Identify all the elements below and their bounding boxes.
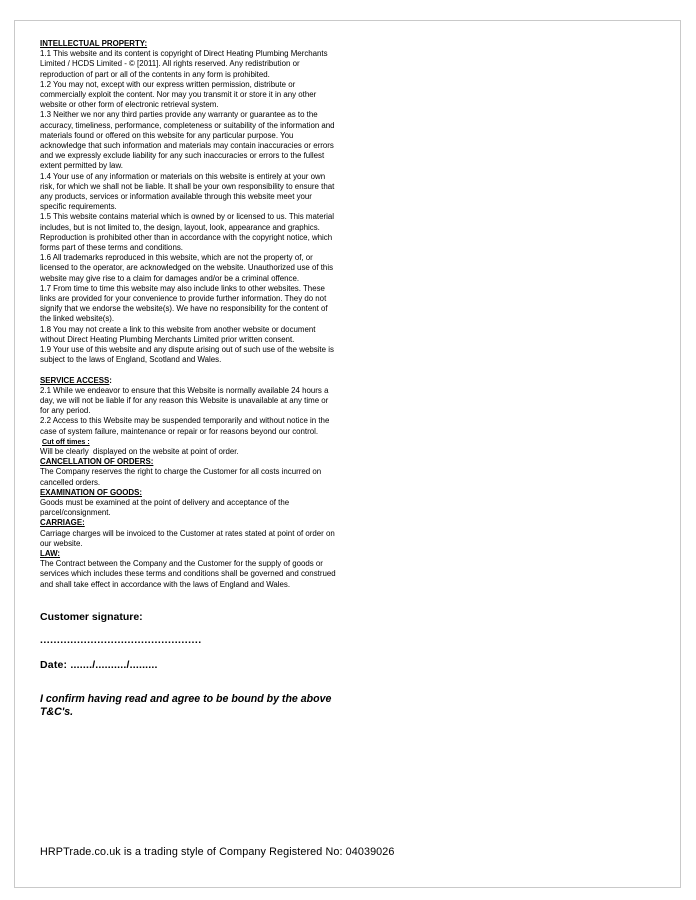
date-fill-in-line: Date: ......./........../......... [40,658,158,671]
carriage-text: Carriage charges will be invoiced to the Customer at rates stated at point of order on our website. [40,528,337,548]
customer-signature-label: Customer signature: [40,610,143,623]
heading-intellectual-property: INTELLECTUAL PROPERTY: [40,39,148,48]
terms-and-conditions-page [14,20,681,888]
paragraph-1-7: 1.7 From time to time this website may also include links to other websites. These links are provided for your convenience to provide further information. They do not signify that we endorse the website(s). We have no responsibility for the content of the linked website(s). [40,283,330,324]
paragraph-1-3: 1.3 Neither we nor any third parties provide any warranty or guarantee as to the accuracy, timeliness, performance, completeness or suitability of the information and materials found or offered on this website for any particular purpose. You acknowledge that such information and materials may contain inaccuracies or errors and we expressly exclude liability for any such inaccuracies or errors to the fullest extent permitted by law. [40,110,337,171]
signature-dotted-line: ................................................ [40,633,202,646]
subheading-cut-off-times: Cut off times : [42,437,90,446]
cut-off-times-text: Will be clearly displayed on the website at point of order. [40,446,239,456]
heading-law: LAW: [40,548,61,558]
heading-carriage: CARRIAGE: [40,518,85,528]
heading-cancellation-of-orders: CANCELLATION OF ORDERS: [40,457,154,467]
examination-of-goods-text: Goods must be examined at the point of delivery and acceptance of the parcel/consignment. [40,497,292,518]
paragraph-2-2: 2.2 Access to this Website may be suspended temporarily and without notice in the case of system failure, maintenance or repair or for reasons beyond our control. [40,416,332,436]
heading-service-access-text: SERVICE ACCESS [40,375,110,385]
paragraph-1-8: 1.8 You may not create a link to this website from another website or document without Direct Heating Plumbing Merchants Limited prior written consent. [40,324,318,344]
heading-service-access-colon: : [109,375,112,385]
law-text: The Contract between the Company and the Customer for the supply of goods or services which includes these terms and conditions shall be governed and construed and shall take effect in accordance with the laws of England and Wales. [40,559,338,589]
heading-service-access [40,376,339,386]
paragraph-1-2: 1.2 You may not, except with our express written permission, distribute or commercially exploit the content. Nor may you transmit it or store it in any other website or other form of electronic retrieval system. [40,79,319,110]
document-body [40,39,339,720]
cancellation-of-orders-text: The Company reserves the right to charge the Customer for all costs incurred on cancelled orders. [40,467,324,487]
paragraph-2-1: 2.1 While we endeavor to ensure that this Website is normally available 24 hours a day, we will not be liable if for any reason this Website is unavailable at any time or for any period. [40,385,331,416]
confirmation-statement: I confirm having read and agree to be bound by the above T&C's. [40,692,332,719]
paragraph-1-5: 1.5 This website contains material which is owned by or licensed to us. This material includes, but is not limited to, the design, layout, look, appearance and graphics. Reproduction is prohibited other than in accordance with the copyright notice, which forms part of these terms and conditions. [40,212,337,253]
paragraph-1-9: 1.9 Your use of this website and any dispute arising out of such use of the website is subject to the laws of England, Scotland and Wales. [40,345,337,365]
paragraph-1-6: 1.6 All trademarks reproduced in this website, which are not the property of, or licensed to the operator, are acknowledged on the website. Unauthorized use of this website may give rise to a claim for damages and/or be a criminal offence. [40,253,336,283]
paragraph-1-1: 1.1 This website and its content is copyright of Direct Heating Plumbing Merchants Limited / HCDS Limited - © [2011]. All rights reserved. Any redistribution or reproduction of part or all of the contents in any form is prohibited. [40,49,330,79]
paragraph-1-4: 1.4 Your use of any information or materials on this website is entirely at your own risk, for which we shall not be liable. It shall be your own responsibility to ensure that any products, services or information available through this website meet your specific requirements. [40,171,337,212]
heading-examination-of-goods: EXAMINATION OF GOODS: [40,487,142,497]
footer-registration-text: HRPTrade.co.uk is a trading style of Company Registered No: 04039026 [40,846,395,858]
